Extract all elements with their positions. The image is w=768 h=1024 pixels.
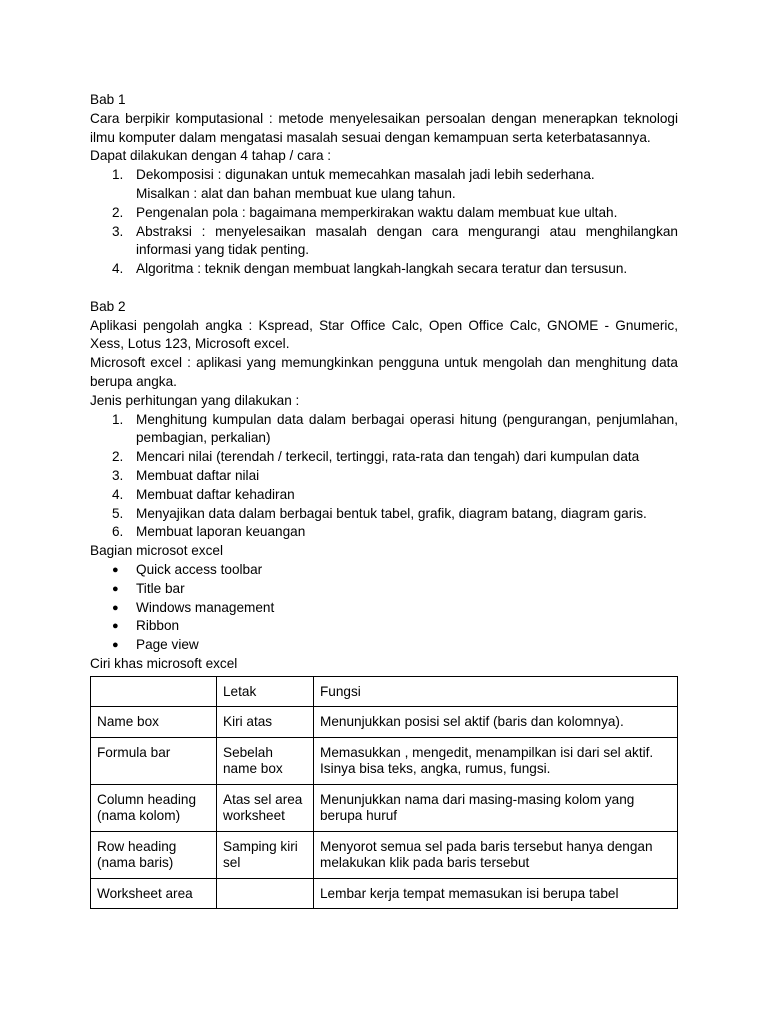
list-text: Abstraksi : menyelesaikan masalah dengan cara mengurangi atau menghilangkan informasi yang tidak penting.: [136, 223, 678, 258]
list-item: [90, 636, 678, 655]
list-number: 4.: [112, 261, 124, 277]
excel-features-table: [90, 676, 678, 910]
bab1-title: Bab 1: [90, 92, 126, 107]
list-item: [90, 561, 678, 580]
bab2-title: Bab 2: [90, 298, 126, 314]
list-text: Menyajikan data dalam berbagai bentuk tabel, grafik, diagram batang, diagram garis.: [136, 505, 647, 521]
table-row: [91, 831, 678, 878]
list-item: [90, 411, 678, 449]
list-text: Membuat laporan keuangan: [136, 524, 306, 540]
list-text: Pengenalan pola : bagaimana memperkirakan waktu dalam membuat kue ultah.: [136, 204, 618, 220]
list-number: 4.: [112, 486, 124, 502]
bab2-excel-definition: Microsoft excel : aplikasi yang memungkinkan pengguna untuk mengolah dan menghitung data berupa angka.: [90, 355, 678, 389]
list-item: [90, 260, 678, 279]
list-number: 6.: [112, 524, 124, 540]
bab1-intro: Dapat dilakukan dengan 4 tahap / cara :: [90, 148, 332, 164]
bab1-steps-list: [90, 166, 678, 279]
table-cell: Menyorot semua sel pada baris tersebut hanya dengan melakukan klik pada baris tersebut: [314, 831, 678, 878]
table-header-cell: [91, 676, 217, 707]
list-text: Page view: [136, 637, 199, 653]
table-row: [91, 878, 678, 909]
table-title: Ciri khas microsoft excel: [90, 655, 238, 671]
bab2-calc-list: [90, 411, 678, 543]
bab2-apps: Aplikasi pengolah angka : Kspread, Star Office Calc, Open Office Calc, GNOME - Gnumeric, Xess, Lotus 123, Microsoft excel.: [90, 317, 678, 352]
table-cell: Menunjukkan posisi sel aktif (baris dan kolomnya).: [314, 707, 678, 738]
bab2-parts-list: [90, 561, 678, 655]
list-item: [90, 166, 678, 204]
list-item: [90, 486, 678, 505]
list-number: 1.: [112, 167, 124, 183]
list-item: [90, 505, 678, 524]
table-header-row: [91, 676, 678, 707]
table-cell: Name box: [91, 707, 217, 738]
list-subtext: Misalkan : alat dan bahan membuat kue ulang tahun.: [136, 185, 456, 201]
list-number: 5.: [112, 505, 124, 521]
bab2-parts-title: Bagian microsot excel: [90, 543, 223, 559]
bab2-calc-intro: Jenis perhitungan yang dilakukan :: [90, 392, 300, 408]
list-number: 2.: [112, 204, 124, 220]
table-cell: Memasukkan , mengedit, menampilkan isi dari sel aktif. Isinya bisa teks, angka, rumus, fungsi.: [314, 737, 678, 784]
list-item: [90, 204, 678, 223]
document-body: [90, 91, 678, 909]
list-number: 2.: [112, 449, 124, 465]
list-text: Membuat daftar kehadiran: [136, 486, 295, 502]
list-text: Algoritma : teknik dengan membuat langkah-langkah secara teratur dan tersusun.: [136, 261, 628, 277]
list-number: 3.: [112, 223, 124, 239]
table-cell: Atas sel area worksheet: [217, 784, 314, 831]
list-number: 1.: [112, 411, 124, 427]
bullet-icon: ●: [112, 620, 119, 633]
list-text: Windows management: [136, 599, 275, 615]
table-cell: Column heading (nama kolom): [91, 784, 217, 831]
table-row: [91, 737, 678, 784]
section-spacer: [90, 279, 678, 298]
list-text: Quick access toolbar: [136, 561, 263, 577]
table-header-cell: Fungsi: [314, 676, 678, 707]
list-item: [90, 523, 678, 542]
list-item: [90, 599, 678, 618]
list-text: Mencari nilai (terendah / terkecil, tertinggi, rata-rata dan tengah) dari kumpulan data: [136, 449, 640, 465]
list-text: Menghitung kumpulan data dalam berbagai operasi hitung (pengurangan, penjumlahan, pembagian, perkalian): [136, 411, 678, 446]
table-cell: Worksheet area: [91, 878, 217, 909]
table-cell: [217, 878, 314, 909]
table-cell: Row heading (nama baris): [91, 831, 217, 878]
list-text: Dekomposisi : digunakan untuk memecahkan masalah jadi lebih sederhana.: [136, 167, 595, 183]
table-cell: Samping kiri sel: [217, 831, 314, 878]
table-cell: Menunjukkan nama dari masing-masing kolom yang berupa huruf: [314, 784, 678, 831]
list-number: 3.: [112, 467, 124, 483]
bab1-definition: Cara berpikir komputasional : metode menyelesaikan persoalan dengan menerapkan teknologi ilmu komputer dalam mengatasi masalah sesuai dengan kemampuan serta keterbatasannya.: [90, 110, 678, 145]
bullet-icon: ●: [112, 563, 119, 576]
list-item: [90, 448, 678, 467]
table-cell: Formula bar: [91, 737, 217, 784]
list-item: [90, 580, 678, 599]
bullet-icon: ●: [112, 601, 119, 614]
list-item: [90, 223, 678, 261]
table-cell: Sebelah name box: [217, 737, 314, 784]
bullet-icon: ●: [112, 582, 119, 595]
list-item: [90, 617, 678, 636]
table-row: [91, 784, 678, 831]
list-item: [90, 467, 678, 486]
table-cell: Kiri atas: [217, 707, 314, 738]
bullet-icon: ●: [112, 639, 119, 652]
table-cell: Lembar kerja tempat memasukan isi berupa tabel: [314, 878, 678, 909]
list-text: Title bar: [136, 580, 185, 596]
list-text: Membuat daftar nilai: [136, 467, 260, 483]
list-text: Ribbon: [136, 618, 180, 634]
table-row: [91, 707, 678, 738]
table-header-cell: Letak: [217, 676, 314, 707]
